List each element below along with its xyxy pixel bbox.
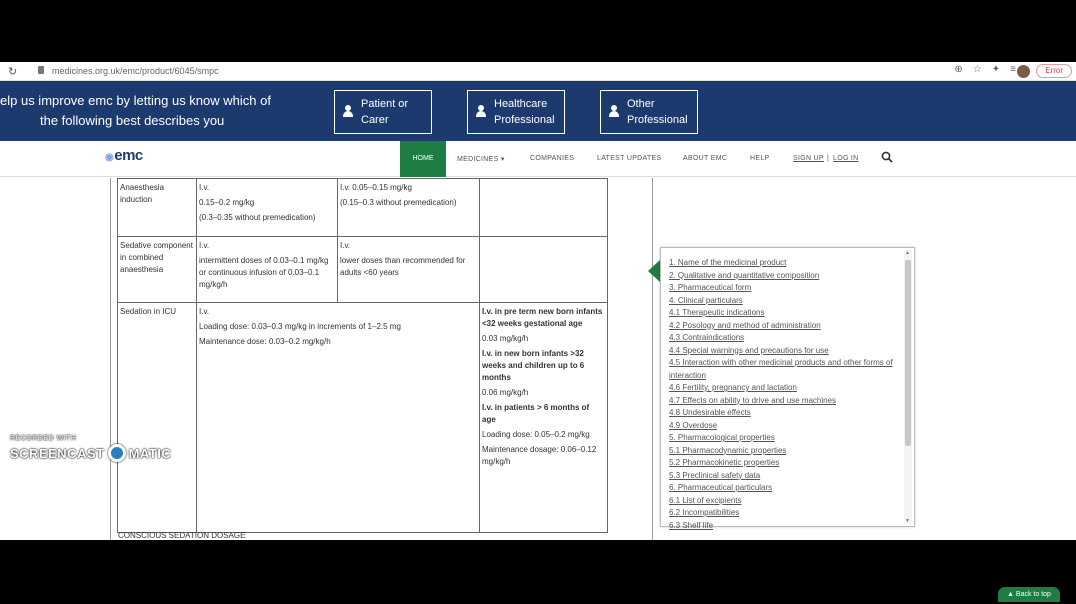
elderly-dose-cell — [338, 179, 480, 237]
toc-link[interactable]: 5.1 Pharmacodynamic properties — [669, 445, 787, 455]
adult-dose-cell — [197, 237, 338, 303]
person-icon — [609, 105, 619, 117]
toc-link[interactable]: 6.3 Shelf life — [669, 520, 714, 530]
nav-sign-up[interactable]: SIGN UP — [793, 155, 824, 162]
dose-line: I.v. — [199, 307, 210, 316]
toc-link[interactable]: 4.5 Interaction with other medicinal products and other forms of interaction — [669, 358, 893, 380]
toc-scroll-thumb[interactable] — [905, 260, 911, 446]
indication-cell: Sedation in ICU — [118, 303, 197, 533]
nav-about-emc[interactable]: ABOUT EMC — [683, 155, 728, 162]
toc-link[interactable]: 4.9 Overdose — [669, 420, 718, 430]
puzzle-icon[interactable]: ✦ — [991, 64, 1001, 75]
toc-link[interactable]: 5.3 Preclinical safety data — [669, 470, 761, 480]
watermark-brand — [10, 444, 171, 462]
watermark-caption: RECORDED WITH — [10, 435, 77, 442]
dose-line: Maintenance dosage: 0.06–0.12 mg/kg/h — [482, 445, 597, 466]
section-heading: CONSCIOUS SEDATION DOSAGE — [118, 531, 246, 540]
scroll-up-icon[interactable]: ▲ — [905, 250, 910, 256]
smpc-content — [0, 178, 1076, 598]
option-label: Professional — [627, 114, 688, 126]
dose-line: 0.03 mg/kg/h — [482, 334, 529, 343]
nav-help[interactable]: HELP — [750, 155, 770, 162]
watermark-brand-right: MATIC — [128, 445, 172, 461]
adult-dose-cell — [197, 179, 338, 237]
scroll-down-icon[interactable]: ▼ — [905, 518, 910, 524]
toc-link[interactable]: 4.8 Undesirable effects — [669, 408, 751, 417]
toc-link[interactable]: 3. Pharmaceutical form — [669, 283, 752, 292]
toc-link[interactable]: 6. Pharmaceutical particulars — [669, 483, 773, 492]
dosage-table — [117, 178, 608, 533]
nav-separator: | — [827, 155, 830, 162]
site-navigation — [0, 141, 1076, 177]
back-to-top-button[interactable]: ▲ Back to top — [998, 587, 1060, 602]
list-icon[interactable]: ≡ — [1010, 64, 1016, 75]
elderly-dose-cell — [338, 237, 480, 303]
toc-scrollbar[interactable] — [904, 250, 912, 524]
survey-question-line2: the following best describes you — [40, 113, 225, 128]
healthcare-professional-button[interactable] — [467, 90, 565, 134]
nav-log-in[interactable]: LOG IN — [833, 155, 859, 162]
toc-link[interactable]: 1. Name of the medicinal product — [669, 258, 787, 267]
dose-line: intermittent doses of 0.03–0.1 mg/kg or continuous infusion of 0.03–0.1 mg/kg/h — [199, 256, 329, 289]
content-divider — [652, 178, 653, 540]
toc-link[interactable]: 4. Clinical particulars — [669, 295, 743, 305]
search-icon[interactable] — [881, 151, 893, 163]
dose-line: Maintenance dose: 0.03–0.2 mg/kg/h — [199, 337, 331, 346]
option-label: Carer — [361, 114, 389, 126]
dose-line: 0.15–0.2 mg/kg — [199, 198, 255, 207]
toc-link[interactable]: 4.2 Posology and method of administration — [669, 320, 821, 330]
children-dose-cell — [480, 303, 608, 533]
browser-extension-icons — [954, 64, 1016, 75]
indication-cell: Sedative component in combined anaesthesia — [118, 237, 197, 303]
survey-question: elp us improve emc by letting us know which of — [0, 93, 271, 108]
error-badge[interactable]: Error — [1036, 64, 1072, 78]
table-of-contents — [660, 247, 915, 530]
table-row — [118, 179, 608, 237]
dose-line: 0.06 mg/kg/h — [482, 388, 529, 397]
toc-list — [661, 248, 893, 532]
toc-link[interactable]: 4.6 Fertility, pregnancy and lactation — [669, 383, 797, 392]
dose-line: I.v. — [340, 241, 351, 250]
emc-logo[interactable] — [105, 147, 143, 164]
reload-icon[interactable]: ↻ — [8, 66, 18, 78]
dose-line: I.v. — [199, 241, 210, 250]
toc-link[interactable]: 2. Qualitative and quantitative composition — [669, 270, 820, 280]
other-professional-button[interactable] — [600, 90, 698, 134]
logo-text: emc — [114, 147, 143, 164]
children-dose-cell — [480, 179, 608, 237]
table-row — [118, 237, 608, 303]
toc-link[interactable]: 5. Pharmacological properties — [669, 433, 775, 442]
toc-link[interactable]: 4.3 Contraindications — [669, 333, 745, 342]
nav-medicines[interactable]: MEDICINES ▾ — [457, 156, 505, 163]
toc-link[interactable]: 4.1 Therapeutic indications — [669, 308, 765, 317]
nav-latest-updates[interactable]: LATEST UPDATES — [597, 155, 662, 162]
dose-line: lower doses than recommended for adults <60 years — [340, 256, 466, 277]
profile-avatar[interactable] — [1017, 65, 1030, 78]
lock-icon — [38, 66, 44, 74]
browser-viewport — [0, 62, 1076, 598]
dose-line: I.v. in pre term new born infants <32 weeks gestational age — [482, 307, 603, 328]
screencast-logo-icon — [108, 444, 126, 462]
patient-or-carer-button[interactable] — [334, 90, 432, 134]
toc-link[interactable]: 6.2 Incompatibilities — [669, 508, 740, 517]
option-label: Other — [627, 98, 655, 110]
children-dose-cell — [480, 237, 608, 303]
nav-home[interactable]: HOME — [400, 141, 446, 177]
dose-line: I.v. in new born infants >32 weeks and children up to 6 months — [482, 349, 585, 382]
toc-pointer-icon — [648, 260, 660, 282]
star-icon[interactable]: ☆ — [972, 64, 982, 75]
browser-address-bar — [0, 62, 1076, 81]
toc-link[interactable]: 4.4 Special warnings and precautions for use — [669, 345, 829, 355]
adult-dose-cell — [197, 303, 480, 533]
dose-line: I.v. — [199, 183, 210, 192]
nav-companies[interactable]: COMPANIES — [530, 155, 575, 162]
option-label: Professional — [494, 114, 555, 126]
option-label: Healthcare — [494, 98, 548, 110]
survey-banner — [0, 81, 1076, 141]
dose-line: (0.3–0.35 without premedication) — [199, 213, 316, 222]
table-row — [118, 303, 608, 533]
watermark-brand-left: SCREENCAST — [10, 445, 105, 461]
dose-line: I.v. 0.05–0.15 mg/kg — [340, 183, 412, 192]
share-icon[interactable]: ⊕ — [954, 64, 963, 75]
screencast-watermark — [10, 435, 171, 462]
person-icon — [476, 105, 486, 117]
option-label: Patient or — [361, 98, 409, 110]
dose-line: I.v. in patients > 6 months of age — [482, 403, 590, 424]
logo-mark-icon: ◉ — [105, 152, 114, 163]
dose-line: Loading dose: 0.03–0.3 mg/kg in increments of 1–2.5 mg — [199, 322, 401, 331]
dose-line: (0.15–0.3 without premedication) — [340, 198, 457, 207]
toc-link[interactable]: 4.7 Effects on ability to drive and use machines — [669, 395, 837, 405]
toc-link[interactable]: 6.1 List of excipients — [669, 495, 742, 505]
person-icon — [343, 105, 353, 117]
indication-cell: Anaesthesia induction — [118, 179, 197, 237]
dose-line: Loading dose: 0.05–0.2 mg/kg — [482, 430, 590, 439]
toc-link[interactable]: 5.2 Pharmacokinetic properties — [669, 458, 780, 467]
url-text[interactable]: medicines.org.uk/emc/product/6045/smpc — [52, 66, 219, 76]
content-divider — [110, 178, 111, 540]
